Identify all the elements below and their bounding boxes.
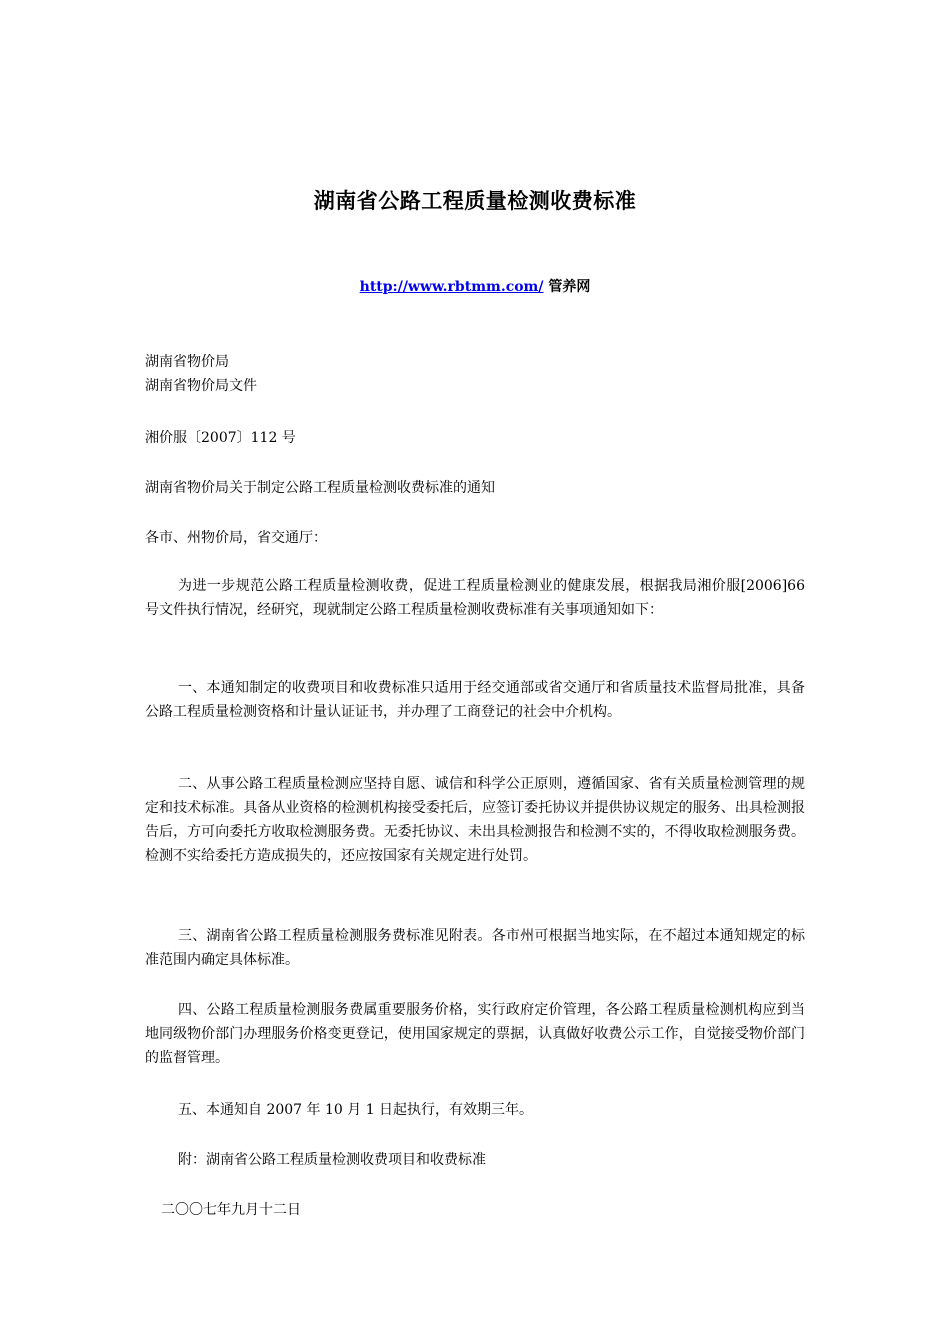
- paragraph-intro: 为进一步规范公路工程质量检测收费，促进工程质量检测业的健康发展，根据我局湘价服[2006]66 号文件执行情况，经研究，现就制定公路工程质量检测收费标准有关事项通知如下：: [145, 578, 805, 618]
- document-date: 二〇〇七年九月十二日: [161, 1202, 301, 1218]
- paragraph-item-1: 一、本通知制定的收费项目和收费标准只适用于经交通部或省交通厅和省质量技术监督局批准，具备公路工程质量检测资格和计量认证证书，并办理了工商登记的社会中介机构。: [145, 680, 805, 720]
- issuer-document: 湖南省物价局文件: [145, 378, 257, 394]
- paragraph-item-5: 五、本通知自 2007 年 10 月 1 日起执行，有效期三年。: [178, 1102, 534, 1118]
- attachment-note: 附：湖南省公路工程质量检测收费项目和收费标准: [178, 1152, 486, 1168]
- paragraph-item-2: 二、从事公路工程质量检测应坚持自愿、诚信和科学公正原则，遵循国家、省有关质量检测管理的规定和技术标准。具备从业资格的检测机构接受委托后，应签订委托协议并提供协议规定的服务、出具检测报告后，方可向委托方收取检测服务费。无委托协议、未出具检测报告和检测不实的，不得收取检测服务费。检测不实给委托方造成损失的，还应按国家有关规定进行处罚。: [145, 776, 805, 864]
- issuer-block: [145, 350, 805, 398]
- paragraph-item-3: 三、湖南省公路工程质量检测服务费标准见附表。各市州可根据当地实际，在不超过本通知规定的标准范围内确定具体标准。: [145, 928, 805, 968]
- issuer-name: 湖南省物价局: [145, 354, 229, 370]
- document-number: 湘价服〔2007〕112 号: [145, 430, 296, 446]
- source-link[interactable]: http://www.rbtmm.com/: [359, 279, 544, 295]
- source-site-name: 管养网: [548, 279, 591, 295]
- source-line: [0, 277, 950, 297]
- paragraph-item-4: 四、公路工程质量检测服务费属重要服务价格，实行政府定价管理，各公路工程质量检测机构应到当地同级物价部门办理服务价格变更登记，使用国家规定的票据，认真做好收费公示工作，自觉接受物价部门的监督管理。: [145, 1002, 805, 1066]
- recipients: 各市、州物价局，省交通厅：: [145, 530, 327, 546]
- document-title: 湖南省公路工程质量检测收费标准: [313, 189, 637, 213]
- notice-title: 湖南省物价局关于制定公路工程质量检测收费标准的通知: [145, 480, 495, 496]
